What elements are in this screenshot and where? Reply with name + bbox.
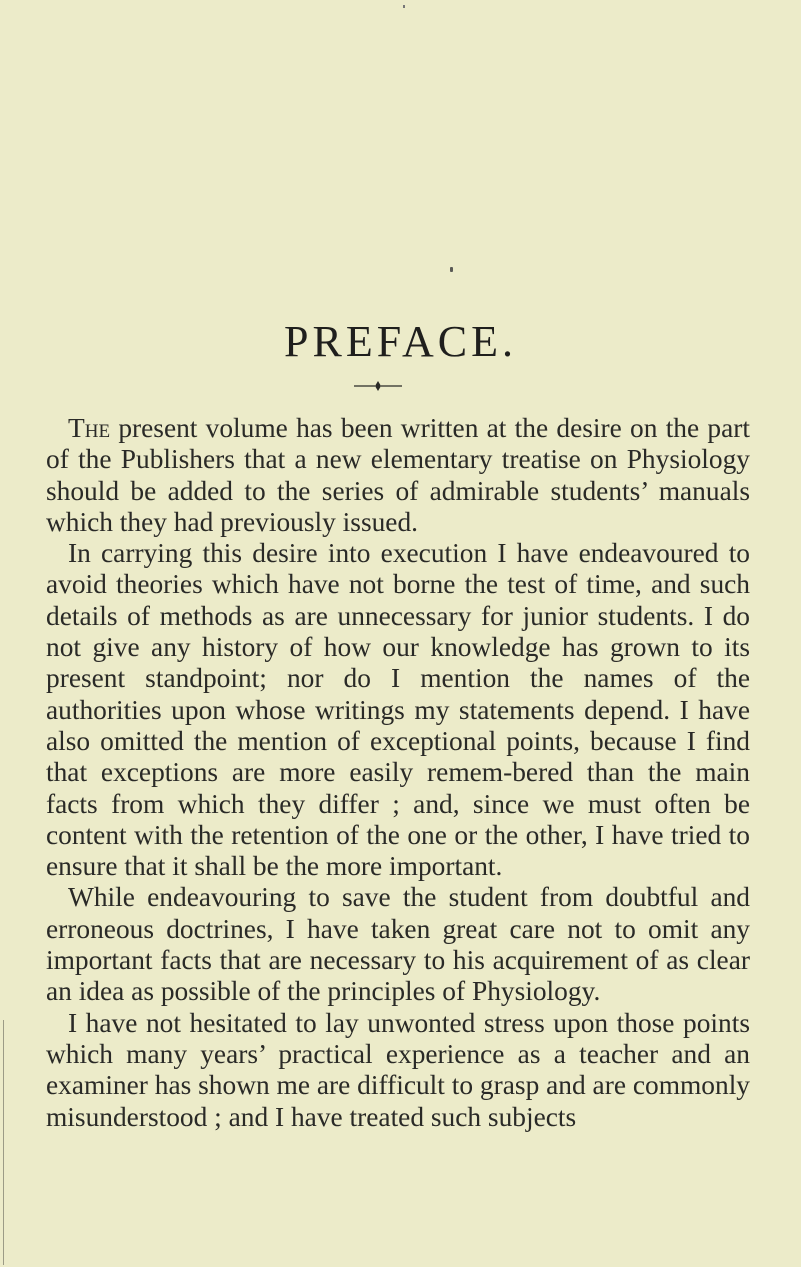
page-title: PREFACE. — [284, 317, 517, 366]
binding-edge-line — [3, 1020, 4, 1265]
preface-body — [46, 413, 750, 1133]
paragraph-3: While endeavouring to save the student from doubtful and erroneous doctrines, I have taken great care not to omit any important facts that are necessary to his acquirement of as clear an idea as possible of the principles of Physiology. — [46, 882, 750, 1007]
paragraph-4: I have not hesitated to lay unwonted stress upon those points which many years’ practical experience as a teacher and an examiner has shown me are difficult to grasp and are commonly misunderstood ; and I have treated such subjects — [46, 1007, 750, 1132]
first-word: The — [68, 413, 111, 443]
paragraph-1 — [46, 413, 750, 538]
page-speck — [450, 267, 453, 272]
page-speck-top — [403, 5, 405, 8]
paragraph-1-text: present volume has been written at the desire on the part of the Publishers that a new elementary treatise on Physiology should be added to the series of admirable students’ manuals which they had previously issued. — [46, 413, 750, 537]
ornament-rule-icon — [352, 381, 404, 391]
paragraph-2: In carrying this desire into execution I have endeavoured to avoid theories which have not borne the test of time, and such details of methods as are unnecessary for junior students. I do not give any history of how our knowledge has grown to its present standpoint; nor do I mention the names of the authorities upon whose writings my statements depend. I have also omitted the mention of exceptional points, because I find that exceptions are more easily remem-bered than the main facts from which they differ ; and, since we must often be content with the retention of the one or the other, I have tried to ensure that it shall be the more important. — [46, 538, 750, 882]
